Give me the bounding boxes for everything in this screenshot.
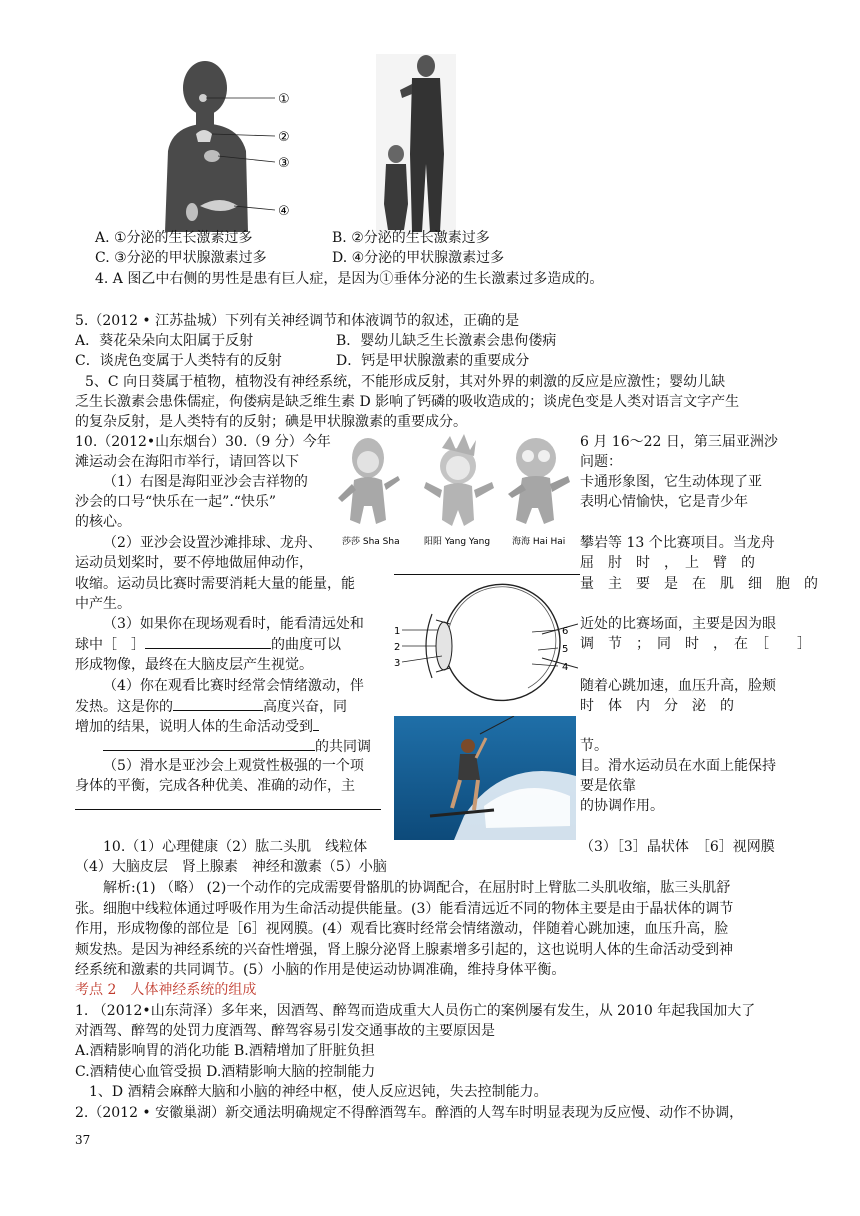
s2q1-options-ab: A.酒精影响胃的消化功能 B.酒精增加了肝脏负担 <box>75 1043 375 1059</box>
q10-line-3-right: 卡通形象图，它生动体现了亚 <box>580 474 762 490</box>
q10-explain-line-4: 颊发热。是因为神经系统的兴奋性增强，肾上腺分泌肾上腺素增多引起的，这也说明人体的生命活动受到神 <box>75 942 733 958</box>
answer-blank[interactable] <box>394 574 580 575</box>
body-silhouette-image <box>160 56 310 232</box>
q10-line-7-right: 屈 肘 时 ， 上 臂 的 <box>580 555 755 571</box>
q10-explain-line-3: 作用，形成物像的部位是［6］视网膜。(4）观看比赛时经常会情绪激动，伴随着心跳加速，血压升高，脸 <box>75 921 729 937</box>
answer-blank[interactable] <box>173 696 263 711</box>
q10-line-16-left <box>103 736 371 757</box>
mascot-name-shasha: 莎莎 Sha Sha <box>342 537 400 547</box>
q10-line-2-left: 滩运动会在海阳市举行，请回答以下 <box>75 454 299 470</box>
section-title: 考点 2 人体神经系统的组成 <box>75 982 257 998</box>
q10-line-5-left: 的核心。 <box>75 514 131 530</box>
q10-line-15-text: 增加的结果，说明人体的生命活动受到 <box>75 719 313 735</box>
q10-line-17-left: （5）滑水是亚沙会上观赏性极强的一个项 <box>103 758 364 774</box>
q10-line-13-left: （4）你在观看比赛时经常会情绪激动，伴 <box>103 678 364 694</box>
q10-line-14-left <box>75 696 347 717</box>
q5-option-b: B．婴幼儿缺乏生长激素会患佝偻病 <box>336 333 557 349</box>
q10-line-12-left: 形成物像，最终在大脑皮层产生视觉。 <box>75 657 313 673</box>
q10-line-15-left <box>75 716 319 737</box>
q10-line-14-head: 发热。这是你的 <box>75 699 173 715</box>
eye-label-3: 3 <box>394 658 401 669</box>
s2q1-line-2: 对酒驾、醉驾的处罚力度酒驾、醉驾容易引发交通事故的主要原因是 <box>75 1023 495 1039</box>
q10-explain-line-2: 张。细胞中线粒体通过呼吸作用为生命活动提供能量。(3）能看清远近不同的物体主要是由于晶状体的调节 <box>75 901 734 917</box>
q10-explain-line-1: 解析:(1) （略） (2)一个动作的完成需要骨骼肌的协调配合，在屈肘时上臂肱二头肌收缩，肱三头肌舒 <box>103 880 731 896</box>
q10-line-16-right: 节。 <box>580 738 608 754</box>
q10-answer-line-2: （4）大脑皮层 肾上腺素 神经和激素（5）小脑 <box>75 859 387 875</box>
page-number: 37 <box>75 1133 91 1147</box>
q10-answer-line-1-right: （3）［3］晶状体 ［6］视网膜 <box>580 839 775 855</box>
q10-line-11-tail: 的曲度可以 <box>271 637 341 653</box>
q10-explain-line-5: 经系统和激素的共同调节。(5）小脑的作用是使运动协调准确，维持身体平衡。 <box>75 962 566 978</box>
q10-line-14-right: 时 体 内 分 泌 的 <box>580 698 734 714</box>
q10-line-3-left: （1）右图是海阳亚沙会吉祥物的 <box>103 474 308 490</box>
q5-option-c: C．谈虎色变属于人类特有的反射 <box>75 353 282 369</box>
mascot-name-yangyang: 阳阳 Yang Yang <box>424 537 491 547</box>
q10-line-13-right: 随着心跳加速，血压升高，脸颊 <box>580 678 776 694</box>
q5-stem: 5.（2012 • 江苏盐城）下列有关神经调节和体液调节的叙述，正确的是 <box>75 313 520 329</box>
q10-bracket-1: 球中［ ］ <box>75 637 145 653</box>
q10-line-18-left: 身体的平衡，完成各种优美、准确的动作，主 <box>75 778 355 794</box>
q10-line-4-left: 沙会的口号“快乐在一起”.“快乐” <box>75 494 277 510</box>
giantism-photo <box>376 54 456 234</box>
q10-line-18-right: 要是依靠 <box>580 778 636 794</box>
q10-line-14-tail: 高度兴奋，同 <box>263 699 347 715</box>
answer-blank[interactable] <box>313 716 319 731</box>
q4-option-d: D. ④分泌的甲状腺激素过多 <box>332 250 505 266</box>
q10-line-6-left: （2）亚沙会设置沙滩排球、龙舟、 <box>103 535 322 551</box>
answer-blank[interactable] <box>145 634 271 649</box>
s2q1-options-cd: C.酒精使心血管受损 D.酒精影响大脑的控制能力 <box>75 1064 376 1080</box>
q10-line-4-right: 表明心情愉快，它是青少年 <box>580 494 748 510</box>
fig-label-1: ① <box>278 92 290 107</box>
q10-line-19-right: 的协调作用。 <box>580 798 664 814</box>
q5-answer-line-3: 的复杂反射，是人类特有的反射；碘是甲状腺激素的重要成分。 <box>75 414 467 430</box>
q10-line-8-left: 收缩。运动员比赛时需要消耗大量的能量，能 <box>75 576 355 592</box>
q10-line-8-right: 量 主 要 是 在 肌 细 胞 的 <box>580 576 818 592</box>
q5-option-a: A．葵花朵朵向太阳属于反射 <box>75 333 254 349</box>
answer-blank[interactable] <box>75 809 381 810</box>
fig-label-2: ② <box>278 130 290 145</box>
q10-line-16-tail: 的共同调 <box>315 739 371 755</box>
eye-label-4: 4 <box>562 662 569 673</box>
water-skier-image <box>394 716 576 840</box>
q10-line-7-left: 运动员划桨时，要不停地做屈伸动作， <box>75 555 313 571</box>
fig-label-3: ③ <box>278 156 290 171</box>
q10-line-9-left: 中产生。 <box>75 596 131 612</box>
s2q2-line-1: 2.（2012 • 安徽巢湖）新交通法明确规定不得醉酒驾车。醉酒的人驾车时明显表现为反应慢、动作不协调， <box>75 1105 744 1121</box>
q10-line-6-right: 攀岩等 13 个比赛项目。当龙舟 <box>580 535 775 551</box>
q10-line-17-right: 目。滑水运动员在水面上能保持 <box>580 758 776 774</box>
s2q1-line-1: 1. （2012•山东菏泽）多年来，因酒驾、醉驾而造成重大人员伤亡的案例屡有发生，从 2010 年起我国加大了 <box>75 1003 756 1019</box>
eye-label-1: 1 <box>394 626 401 637</box>
q10-line-1-left: 10.（2012•山东烟台）30.（9 分）今年 <box>75 434 331 450</box>
q10-line-1-right: 6 月 16～22 日，第三届亚洲沙 <box>580 434 778 450</box>
s2q1-answer: 1、D 酒精会麻醉大脑和小脑的神经中枢，使人反应迟钝，失去控制能力。 <box>89 1084 548 1100</box>
q10-answer-line-1: 10.（1）心理健康（2）肱二头肌 线粒体 <box>103 839 368 855</box>
eye-label-2: 2 <box>394 642 401 653</box>
eye-label-6: 6 <box>562 626 569 637</box>
endocrine-figure <box>160 56 310 232</box>
water-ski-photo <box>394 716 576 840</box>
q5-answer-line-1: 5、C 向日葵属于植物，植物没有神经系统，不能形成反射，其对外界的刺激的反应是应激性；婴幼儿缺 <box>85 374 726 390</box>
q4-option-b: B. ②分泌的生长激素过多 <box>332 230 490 246</box>
giant-man-image <box>376 54 456 234</box>
answer-blank[interactable] <box>103 736 315 751</box>
q10-line-11-left <box>75 634 341 655</box>
q4-option-a: A. ①分泌的生长激素过多 <box>95 230 253 246</box>
q10-line-2-right: 问题： <box>580 454 622 470</box>
q5-answer-line-2: 乏生长激素会患侏儒症，佝偻病是缺乏维生素 D 影响了钙磷的吸收造成的；谈虎色变是人类对语言文字产生 <box>75 394 740 410</box>
mascot-name-haihai: 海海 Hai Hai <box>512 537 566 547</box>
eye-label-5: 5 <box>562 644 569 655</box>
q10-line-10-left: （3）如果你在现场观看时，能看清远处和 <box>103 616 364 632</box>
q10-line-10-right: 近处的比赛场面，主要是因为眼 <box>580 616 776 632</box>
q4-answer: 4. A 图乙中右侧的男性是患有巨人症，是因为①垂体分泌的生长激素过多造成的。 <box>95 271 604 287</box>
q10-line-11-right: 调 节 ； 同 时 ， 在 ［ ］ <box>580 636 811 652</box>
q5-option-d: D．钙是甲状腺激素的重要成分 <box>336 353 530 369</box>
mascots-image <box>332 428 580 554</box>
eye-diagram <box>392 580 578 712</box>
eyeball-image <box>392 580 578 712</box>
mascot-figure <box>332 428 580 554</box>
fig-label-4: ④ <box>278 204 290 219</box>
q4-option-c: C. ③分泌的甲状腺激素过多 <box>95 250 267 266</box>
